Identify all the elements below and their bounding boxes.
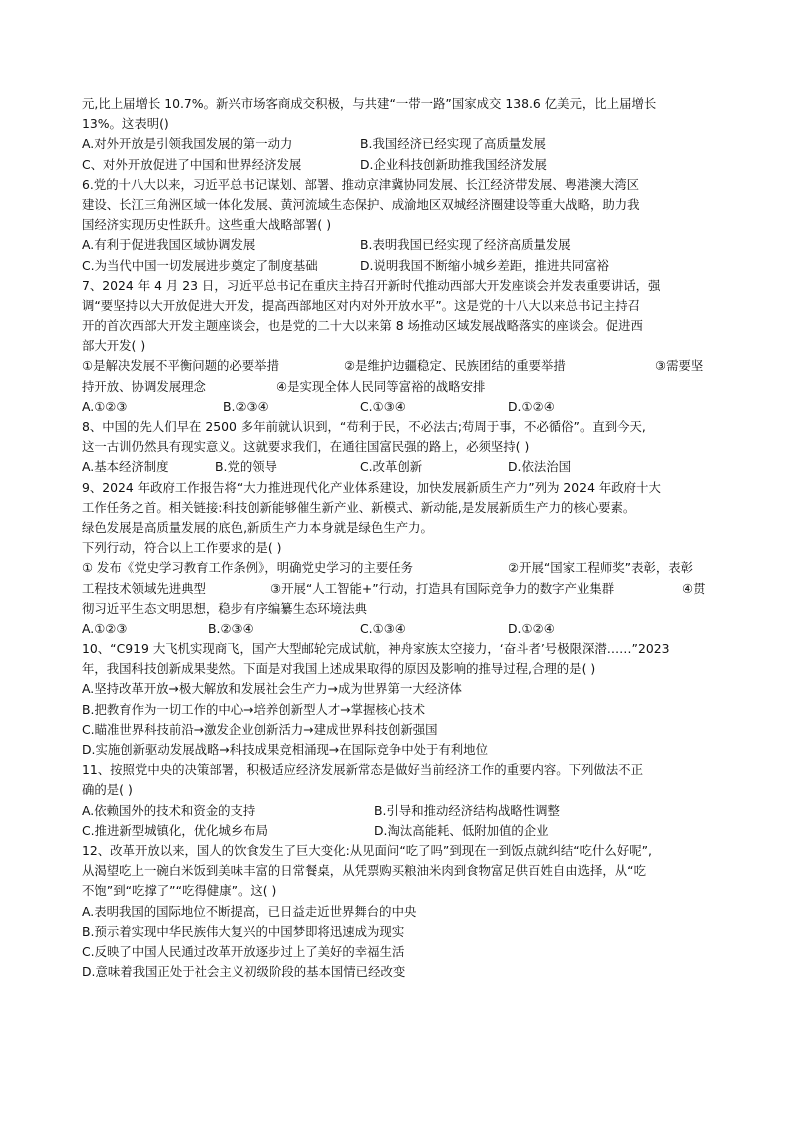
question-11-stem-line: 确的是( ) [82, 782, 133, 798]
option-c: C.改革创新 [360, 459, 423, 475]
question-7-stem-line: 部大开发( ) [82, 338, 146, 354]
option-b: B.把教育作为一切工作的中心→培养创新型人才→掌握核心技术 [82, 701, 425, 717]
option-d: D.依法治国 [508, 459, 572, 475]
item-1: ① 发布《党史学习教育工作条例》，明确党史学习的主要任务 [82, 560, 414, 576]
item-1: ①是解决发展不平衡问题的必要举措 [82, 358, 279, 374]
item-3: ③需要坚 [655, 358, 704, 374]
question-11-options-row [82, 821, 718, 841]
question-8-options-row [82, 457, 718, 477]
option-d: D.①②④ [508, 620, 555, 636]
question-7-stem-line: 调“要坚持以大开放促进大开发，提高西部地区对内对外开放水平”。这是党的十八大以来总书记主持召 [82, 297, 641, 313]
option-a: A.基本经济制度 [82, 459, 169, 475]
option-c: C.瞄准世界科技前沿→激发企业创新活力→建成世界科技创新强国 [82, 721, 438, 737]
option-d: D.实施创新驱动发展战略→科技成果竞相涌现→在国际竞争中处于有利地位 [82, 742, 488, 757]
item-2: ②开展“国家工程师奖”表彰，表彰 [508, 560, 694, 576]
question-12-stem-line: 从渴望吃上一碗白米饭到美味丰富的日常餐桌，从凭票购买粮油米肉到食物富足供百姓自由选择，从“吃 [82, 863, 646, 879]
question-6-stem-line: 建设、长江三角洲区域一体化发展、黄河流域生态保护、成渝地区双城经济圈建设等重大战略，助力我 [82, 196, 640, 212]
item-3-cont: 持开放、协调发展理念 [82, 378, 206, 394]
question-12-stem-line: 12、改革开放以来，国人的饮食发生了巨大变化:从见面问“吃了吗”到现在一到饭点就纠结“吃什么好呢”, [82, 842, 652, 858]
option-b: B.预示着实现中华民族伟大复兴的中国梦即将迅速成为现实 [82, 923, 405, 939]
option-c: C.为当代中国一切发展进步奠定了制度基础 [82, 257, 318, 273]
question-6-stem-line: 国经济实现历史性跃升。这些重大战略部署( ) [82, 217, 332, 233]
option-a: A.依赖国外的技术和资金的支持 [82, 802, 256, 818]
question-8-stem-line: 8、中国的先人们早在 2500 多年前就认识到，“苟利于民，不必法古;苟周于事，不必循俗”。直到今天, [82, 419, 646, 434]
option-c: C.①③④ [360, 398, 406, 414]
option-a: A.对外开放是引领我国发展的第一动力 [82, 136, 293, 152]
option-a: A.①②③ [82, 398, 128, 414]
option-b: B.表明我国已经实现了经济高质量发展 [360, 237, 571, 253]
question-9-options-row [82, 619, 718, 639]
question-9-stem-line: 工作任务之首。相关链接:科技创新能够催生新产业、新模式、新动能,是发展新质生产力的核心要素。 [82, 499, 636, 515]
question-9-items-row [82, 579, 718, 599]
item-4: ④贯 [682, 580, 706, 596]
option-b: B.党的领导 [215, 459, 278, 475]
question-5-options-row [82, 134, 718, 154]
question-7-options-row [82, 397, 718, 417]
question-7-stem-line: 7、2024 年 4 月 23 日，习近平总书记在重庆主持召开新时代推动西部大开发座谈会并发表重要讲话，强 [82, 277, 661, 293]
question-9-stem-line: 9、2024 年政府工作报告将“大力推进现代化产业体系建设，加快发展新质生产力”列为 2024 年政府十大 [82, 479, 661, 495]
item-4: ④是实现全体人民同等富裕的战略安排 [276, 378, 486, 394]
item-3: ③开展“人工智能+”行动，打造具有国际竞争力的数字产业集群 [270, 580, 615, 596]
option-a: A.有利于促进我国区域协调发展 [82, 237, 256, 253]
option-c: C.反映了中国人民通过改革开放逐步过上了美好的幸福生活 [82, 943, 405, 959]
option-b: B.我国经济已经实现了高质量发展 [360, 136, 546, 152]
question-5-stem-line: 元,比上届增长 10.7%。新兴市场客商成交积极，与共建“一带一路”国家成交 138.6 亿美元，比上届增长 [82, 96, 657, 111]
question-11-stem-line: 11、按照党中央的决策部署，积极适应经济发展新常态是做好当前经济工作的重要内容。下列做法不正 [82, 762, 643, 778]
option-c: C、对外开放促进了中国和世界经济发展 [82, 156, 302, 172]
question-5-stem-line: 13%。这表明() [82, 116, 169, 132]
question-7-items-row [82, 377, 718, 397]
question-8-stem-line: 这一古训仍然具有现实意义。这就要求我们，在通往国富民强的路上，必须坚持( ) [82, 439, 530, 455]
question-6-options-row [82, 256, 718, 276]
option-b: B.②③④ [208, 620, 254, 636]
question-10-stem-line: 10、“C919 大飞机实现商飞，国产大型邮轮完成试航，神舟家族太空接力，‘奋斗者’号极限深潜……”2023 [82, 641, 670, 657]
question-9-item-4-cont: 彻习近平生态文明思想，稳步有序编纂生态环境法典 [82, 600, 367, 616]
option-d: D.淘汰高能耗、低附加值的企业 [374, 822, 549, 838]
question-7-stem-line: 开的首次西部大开发主题座谈会，也是党的二十大以来第 8 场推动区域发展战略落实的座谈会。促进西 [82, 318, 643, 334]
option-a: A.坚持改革开放→极大解放和发展社会生产力→成为世界第一大经济体 [82, 681, 462, 697]
option-a: A.①②③ [82, 620, 128, 636]
question-11-options-row [82, 801, 718, 821]
exam-page [82, 94, 718, 982]
question-7-items-row [82, 356, 718, 376]
option-d: D.说明我国不断缩小城乡差距，推进共同富裕 [360, 257, 609, 273]
option-d: D.意味着我国正处于社会主义初级阶段的基本国情已经改变 [82, 964, 406, 980]
option-c: C.①③④ [360, 620, 406, 636]
question-5-options-row [82, 155, 718, 175]
question-6-options-row [82, 235, 718, 255]
option-b: B.②③④ [223, 398, 269, 414]
question-9-stem-line: 绿色发展是高质量发展的底色,新质生产力本身就是绿色生产力。 [82, 519, 433, 535]
option-a: A.表明我国的国际地位不断提高，已日益走近世界舞台的中央 [82, 903, 417, 919]
item-2-cont: 工程技术领域先进典型 [82, 580, 206, 596]
option-d: D.企业科技创新助推我国经济发展 [360, 156, 547, 172]
option-c: C.推进新型城镇化，优化城乡布局 [82, 822, 269, 838]
item-2: ②是维护边疆稳定、民族团结的重要举措 [344, 358, 566, 374]
question-12-stem-line: 不饱”到“吃撑了”“吃得健康”。这( ) [82, 883, 277, 899]
option-b: B.引导和推动经济结构战略性调整 [374, 802, 560, 818]
question-6-stem-line: 6.党的十八大以来，习近平总书记谋划、部署、推动京津冀协同发展、长江经济带发展、粤港澳大湾区 [82, 176, 640, 192]
question-10-stem-line: 年，我国科技创新成果斐然。下面是对我国上述成果取得的原因及影响的推导过程,合理的是( ) [82, 661, 596, 677]
question-9-stem-line: 下列行动，符合以上工作要求的是( ) [82, 540, 282, 556]
question-9-items-row [82, 558, 718, 578]
option-d: D.①②④ [508, 398, 555, 414]
